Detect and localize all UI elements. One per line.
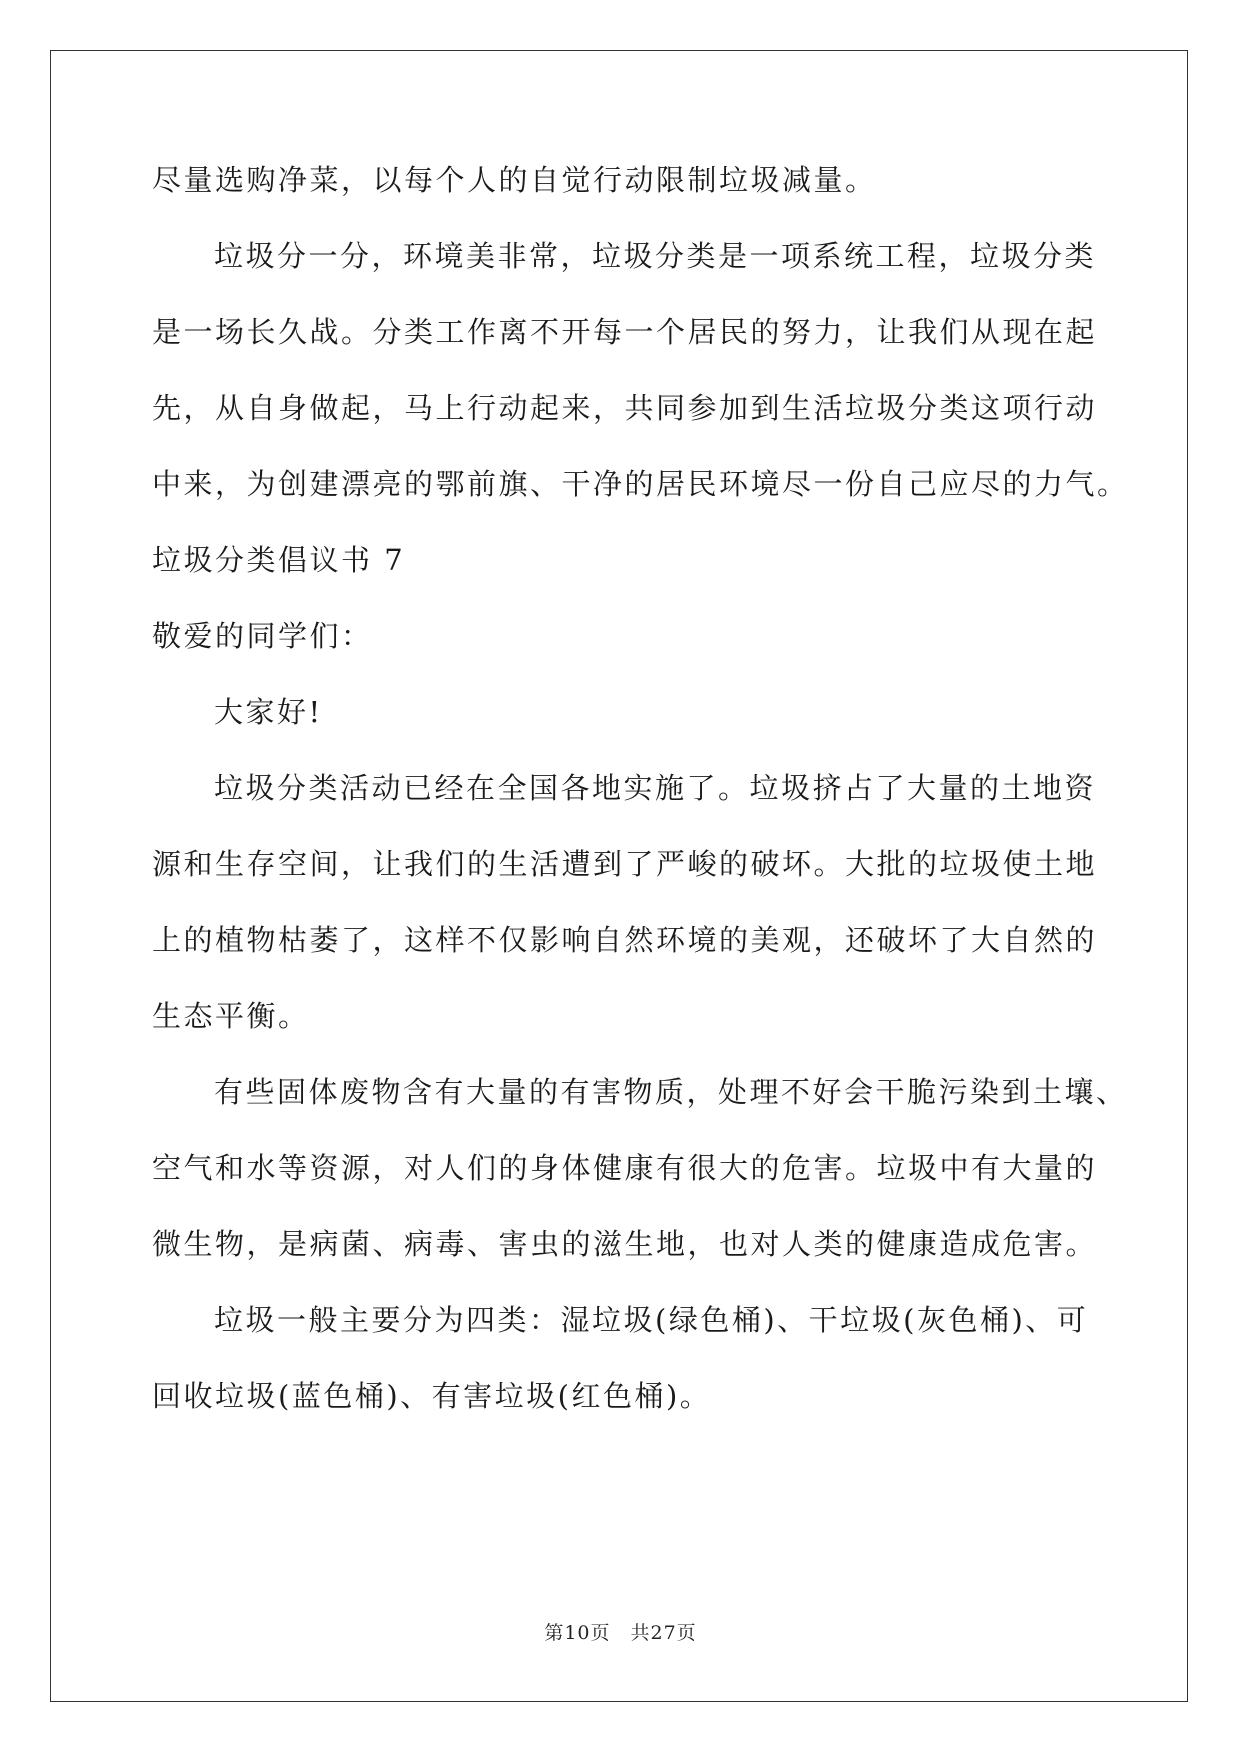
page-total: 共27页	[630, 1622, 697, 1644]
paragraph-line: 垃圾分类活动已经在全国各地实施了。垃圾挤占了大量的土地资	[214, 771, 1097, 805]
page-number: 第10页	[544, 1622, 611, 1644]
salutation: 敬爱的同学们：	[152, 619, 373, 653]
section-heading: 垃圾分类倡议书 7	[152, 543, 406, 577]
text-line: 先，从自身做起，马上行动起来，共同参加到生活垃圾分类这项行动	[152, 391, 1098, 425]
text-line: 是一场长久战。分类工作离不开每一个居民的努力，让我们从现在起	[152, 315, 1098, 349]
paragraph-line: 有些固体废物含有大量的有害物质，处理不好会干脆污染到土壤、	[214, 1075, 1128, 1109]
greeting: 大家好!	[214, 695, 323, 729]
paragraph-line: 垃圾分一分，环境美非常，垃圾分类是一项系统工程，垃圾分类	[214, 239, 1097, 273]
page-footer	[0, 1618, 1241, 1645]
text-line: 中来，为创建漂亮的鄂前旗、干净的居民环境尽一份自己应尽的力气。	[152, 467, 1129, 501]
text-line: 生态平衡。	[152, 999, 310, 1033]
paragraph-line: 垃圾一般主要分为四类：湿垃圾(绿色桶)、干垃圾(灰色桶)、可	[214, 1303, 1089, 1337]
text-line: 尽量选购净菜，以每个人的自觉行动限制垃圾减量。	[152, 163, 877, 197]
text-line: 源和生存空间，让我们的生活遭到了严峻的破坏。大批的垃圾使土地	[152, 847, 1098, 881]
text-line: 回收垃圾(蓝色桶)、有害垃圾(红色桶)。	[152, 1379, 712, 1413]
text-line: 空气和水等资源，对人们的身体健康有很大的危害。垃圾中有大量的	[152, 1151, 1098, 1185]
text-line: 微生物，是病菌、病毒、害虫的滋生地，也对人类的健康造成危害。	[152, 1227, 1098, 1261]
text-line: 上的植物枯萎了，这样不仅影响自然环境的美观，还破坏了大自然的	[152, 923, 1098, 957]
